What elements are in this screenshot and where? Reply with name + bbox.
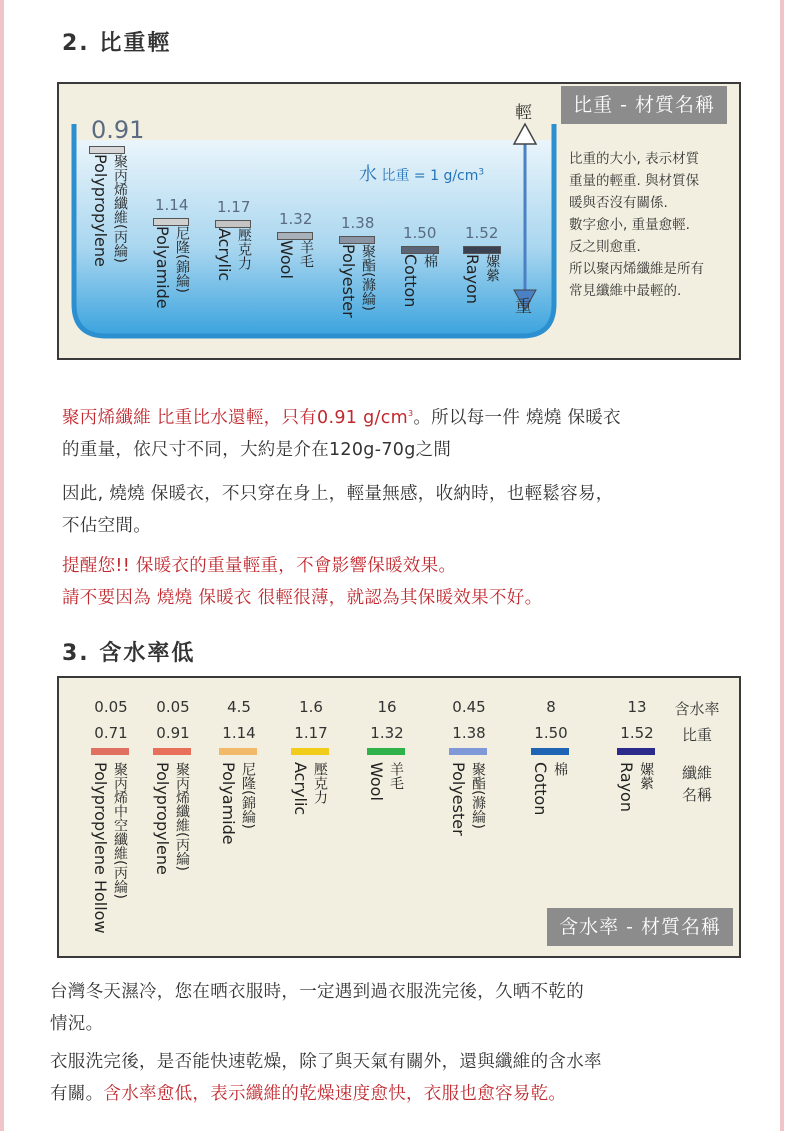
moisture-value: 16: [377, 698, 397, 716]
density-panel-tag: 比重 - 材質名稱: [561, 86, 727, 124]
material-swatch: [401, 246, 439, 254]
header-name: [667, 762, 727, 806]
explanation-line: 常見纖維中最輕的.: [569, 283, 682, 299]
paragraph-text: 的重量，依尺寸不同，大約是介在120g-70g之間: [62, 439, 452, 460]
reminder-text: 提醒您!! 保暖衣的重量輕重，不會影響保暖效果。: [62, 556, 457, 576]
material-name-en: Wool: [277, 240, 296, 279]
material-name-en: Acrylic: [291, 762, 310, 816]
paragraph-text: 台灣冬天濕冷，您在晒衣服時，一定遇到過衣服洗完後，久晒不乾的: [50, 982, 584, 1002]
explanation-line: 所以聚丙烯纖維是所有: [569, 261, 704, 277]
material-color-bar: [367, 748, 405, 755]
paragraph-text: 因此, 燒燒 保暖衣，不只穿在身上，輕量無感，收納時，也輕鬆容易，: [62, 484, 614, 504]
section-heading-moisture: 3. 含水率低: [62, 641, 196, 666]
superscript: 3: [407, 409, 414, 418]
heavy-label: 重: [515, 297, 532, 317]
density-value: 1.14: [222, 724, 256, 742]
material-name-cn: 尼隆(錦綸): [174, 226, 190, 293]
paragraph-weight: [62, 398, 621, 466]
density-value: 1.50: [403, 224, 437, 242]
material-color-bar: [153, 748, 191, 755]
density-value: 0.91: [91, 116, 145, 144]
material-name-en: Cotton: [531, 762, 550, 816]
material-name-en: Polyester: [339, 244, 358, 318]
paragraph-light: [62, 478, 614, 542]
reminder-text: 請不要因為 燒燒 保暖衣 很輕很薄，就認為其保暖效果不好。: [62, 588, 543, 608]
material-name-en: Polypropylene Hollow: [91, 762, 110, 934]
moisture-value: 0.05: [156, 698, 190, 716]
material-name-cn: 嫘縈: [638, 762, 654, 790]
material-name-cn: 棉: [422, 254, 438, 268]
moisture-value: 4.5: [227, 698, 251, 716]
water-label: 水: [359, 164, 377, 185]
explanation-line: 重量的輕重. 與材質保: [569, 173, 700, 189]
material-name-en: Wool: [367, 762, 386, 801]
material-color-bar: [531, 748, 569, 755]
material-name-en: Acrylic: [215, 228, 234, 282]
moisture-value: 0.05: [94, 698, 128, 716]
header-density: 比重: [681, 726, 712, 744]
paragraph-drying: [50, 1046, 602, 1110]
water-density-label: [359, 160, 484, 186]
explanation-line: 反之則愈重.: [569, 239, 641, 255]
density-value: 1.17: [294, 724, 328, 742]
paragraph-text: 情況。: [50, 1014, 104, 1034]
paragraph-text: 。所以每一件 燒燒 保暖衣: [413, 407, 621, 428]
light-label: 輕: [515, 103, 532, 123]
moisture-panel-tag: 含水率 - 材質名稱: [547, 908, 733, 946]
material-name-en: Rayon: [463, 254, 482, 304]
material-name-cn: 壓克力: [312, 762, 328, 804]
material-name-cn: 羊毛: [298, 240, 314, 268]
moisture-value: 1.6: [299, 698, 323, 716]
density-value: 1.52: [620, 724, 654, 742]
moisture-panel: [57, 676, 741, 958]
density-value: 1.32: [279, 210, 313, 228]
paragraph-text: 不佔空間。: [62, 516, 151, 536]
material-swatch: [277, 232, 313, 240]
material-name-cn: 聚丙烯纖維(丙綸): [174, 762, 190, 871]
material-color-bar: [291, 748, 329, 755]
material-name-en: Cotton: [401, 254, 420, 308]
material-name-cn: 聚酯(滌綸): [360, 244, 376, 311]
material-name-en: Polyamide: [153, 226, 172, 309]
density-value: 1.14: [155, 196, 189, 214]
density-value: 1.38: [452, 724, 486, 742]
material-name-cn: 棉: [552, 762, 568, 776]
material-name-cn: 聚酯(滌綸): [470, 762, 486, 829]
material-swatch: [339, 236, 375, 244]
highlight-text: 含水率愈低，表示纖維的乾燥速度愈快，衣服也愈容易乾。: [103, 1084, 567, 1104]
arrow-up-icon: [514, 124, 536, 144]
moisture-value: 13: [627, 698, 647, 716]
material-swatch: [215, 220, 251, 228]
density-value: 1.17: [217, 198, 251, 216]
density-value: 0.71: [94, 724, 128, 742]
highlight-text: 聚丙烯纖維 比重比水還輕，只有0.91 g/cm: [62, 407, 408, 428]
explanation-line: 比重的大小, 表示材質: [569, 151, 700, 167]
header-moisture: 含水率: [674, 700, 720, 718]
moisture-value: 0.45: [452, 698, 486, 716]
density-panel: [57, 82, 741, 360]
material-color-bar: [617, 748, 655, 755]
water-formula: 比重 = 1 g/cm: [381, 168, 479, 184]
material-swatch: [89, 146, 125, 154]
density-value: 1.50: [534, 724, 568, 742]
material-name-cn: 尼隆(錦綸): [240, 762, 256, 829]
material-color-bar: [91, 748, 129, 755]
moisture-value: 8: [546, 698, 556, 716]
material-swatch: [153, 218, 189, 226]
material-name-en: Polyester: [449, 762, 468, 836]
density-value: 1.52: [465, 224, 499, 242]
paragraph-reminder: [62, 550, 542, 614]
density-value: 1.32: [370, 724, 404, 742]
density-value: 1.38: [341, 214, 375, 232]
density-explanation: [569, 148, 739, 302]
material-name-en: Polypropylene: [153, 762, 172, 875]
section-heading-density: 2. 比重輕: [62, 31, 172, 56]
material-color-bar: [219, 748, 257, 755]
page-right-border: [780, 0, 784, 1131]
paragraph-text: 有關。: [50, 1084, 104, 1104]
material-name-en: Rayon: [617, 762, 636, 812]
material-swatch: [463, 246, 501, 254]
material-name-cn: 羊毛: [388, 762, 404, 790]
material-name-cn: 聚丙烯中空纖維(丙綸): [112, 762, 128, 899]
header-name-text: 纖維名稱: [681, 764, 712, 804]
page-left-border: [0, 0, 4, 1131]
material-name-en: Polypropylene: [91, 154, 110, 267]
material-name-cn: 聚丙烯纖維(丙綸): [112, 154, 128, 263]
explanation-line: 數字愈小, 重量愈輕.: [569, 217, 690, 233]
paragraph-text: 衣服洗完後，是否能快速乾燥，除了與天氣有關外，還與纖維的含水率: [50, 1052, 602, 1072]
material-name-cn: 嫘縈: [484, 254, 500, 282]
density-value: 0.91: [156, 724, 190, 742]
material-color-bar: [449, 748, 487, 755]
water-formula-sup: 3: [478, 167, 485, 178]
material-name-cn: 壓克力: [236, 228, 252, 270]
paragraph-winter: [50, 976, 584, 1040]
explanation-line: 暖與否沒有關係.: [569, 195, 668, 211]
material-name-en: Polyamide: [219, 762, 238, 845]
